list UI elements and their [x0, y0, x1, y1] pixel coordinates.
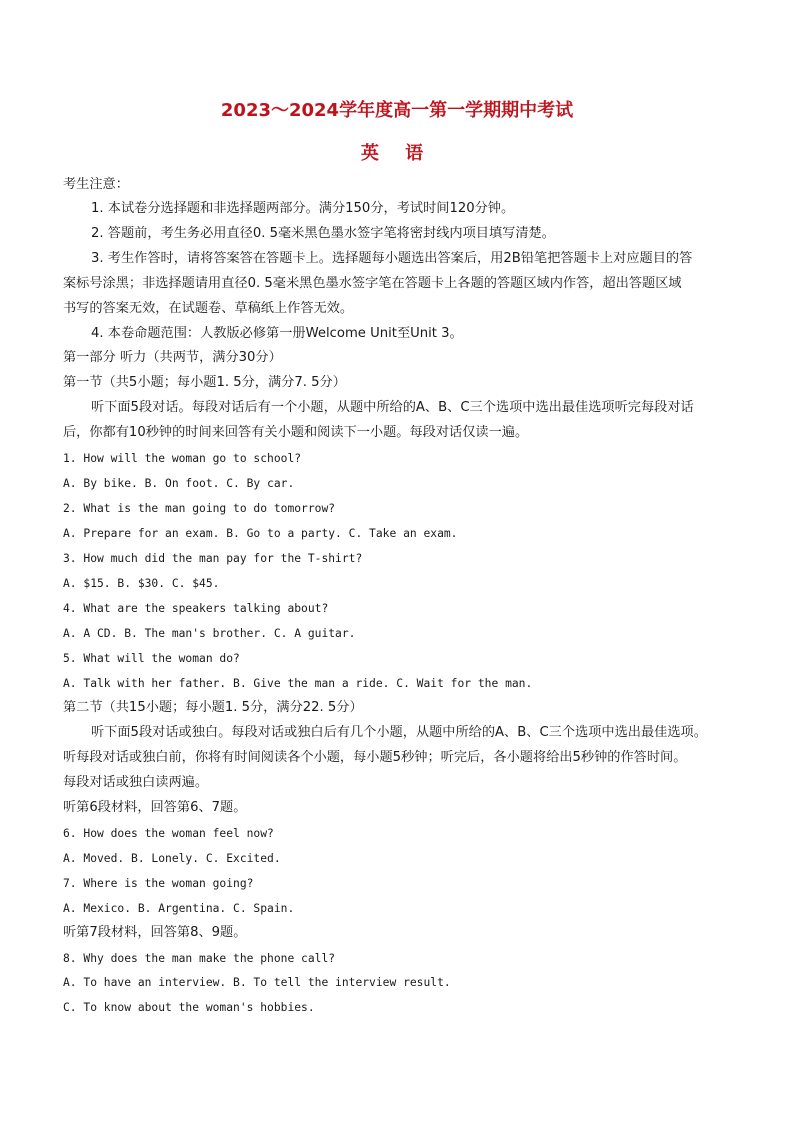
subject-title: 英 语 [360, 143, 434, 164]
notice-heading: 考生注意： [63, 177, 129, 192]
question-5: 5. What will the woman do? [63, 652, 240, 665]
question-4: 4. What are the speakers talking about? [63, 602, 329, 615]
question-4-options: A. A CD. B. The man's brother. C. A guitar. [63, 627, 356, 640]
question-3: 3. How much did the man pay for the T-shirt? [63, 552, 363, 565]
section1-instructions: 听下面5段对话。每段对话后有一个小题，从题中所给的A、B、C三个选项中选出最佳选项听完每段对话 [91, 400, 694, 415]
question-6: 6. How does the woman feel now? [63, 827, 274, 840]
material-7: 听第7段材料，回答第8、9题。 [63, 925, 247, 940]
material-6: 听第6段材料，回答第6、7题。 [63, 800, 247, 815]
question-8-options: C. To know about the woman's hobbies. [63, 1001, 315, 1014]
notice-item: 2. 答题前，考生务必用直径0. 5毫米黑色墨水签字笔将密封线内项目填写清楚。 [91, 226, 555, 241]
question-1: 1. How will the woman go to school? [63, 452, 302, 465]
notice-item: 书写的答案无效，在试题卷、草稿纸上作答无效。 [63, 301, 354, 316]
notice-item: 案标号涂黑；非选择题请用直径0. 5毫米黑色墨水签字笔在答题卡上各题的答题区域内作答，超出答题区域 [63, 276, 682, 291]
question-8-options: A. To have an interview. B. To tell the interview result. [63, 976, 451, 989]
section1-instructions: 后，你都有10秒钟的时间来回答有关小题和阅读下一小题。每段对话仅读一遍。 [63, 425, 529, 440]
section2-instructions: 听每段对话或独白前，你将有时间阅读各个小题，每小题5秒钟；听完后，各小题将给出5秒钟的作答时间。 [63, 750, 687, 765]
part1-heading: 第一部分 听力（共两节，满分30分） [63, 350, 282, 365]
question-2: 2. What is the man going to do tomorrow? [63, 502, 336, 515]
section2-heading: 第二节（共15小题；每小题1. 5分，满分22. 5分） [63, 700, 363, 715]
exam-title: 2023～2024学年度高一第一学期期中考试 [220, 100, 574, 121]
notice-item: 1. 本试卷分选择题和非选择题两部分。满分150分，考试时间120分钟。 [91, 201, 515, 216]
section2-instructions: 每段对话或独白读两遍。 [63, 775, 209, 790]
question-1-options: A. By bike. B. On foot. C. By car. [63, 477, 295, 490]
question-2-options: A. Prepare for an exam. B. Go to a party. C. Take an exam. [63, 527, 458, 540]
section2-instructions: 听下面5段对话或独白。每段对话或独白后有几个小题，从题中所给的A、B、C三个选项中选出最佳选项。 [91, 725, 707, 740]
question-5-options: A. Talk with her father. B. Give the man a ride. C. Wait for the man. [63, 677, 533, 690]
question-8: 8. Why does the man make the phone call? [63, 952, 336, 965]
question-6-options: A. Moved. B. Lonely. C. Excited. [63, 852, 281, 865]
question-7: 7. Where is the woman going? [63, 877, 254, 890]
notice-item: 3. 考生作答时，请将答案答在答题卡上。选择题每小题选出答案后，用2B铅笔把答题卡上对应题目的答 [91, 251, 693, 266]
question-7-options: A. Mexico. B. Argentina. C. Spain. [63, 902, 295, 915]
notice-item: 4. 本卷命题范围：人教版必修第一册Welcome Unit至Unit 3。 [91, 326, 463, 341]
section1-heading: 第一节（共5小题；每小题1. 5分，满分7. 5分） [63, 375, 346, 390]
question-3-options: A. $15. B. $30. C. $45. [63, 577, 220, 590]
